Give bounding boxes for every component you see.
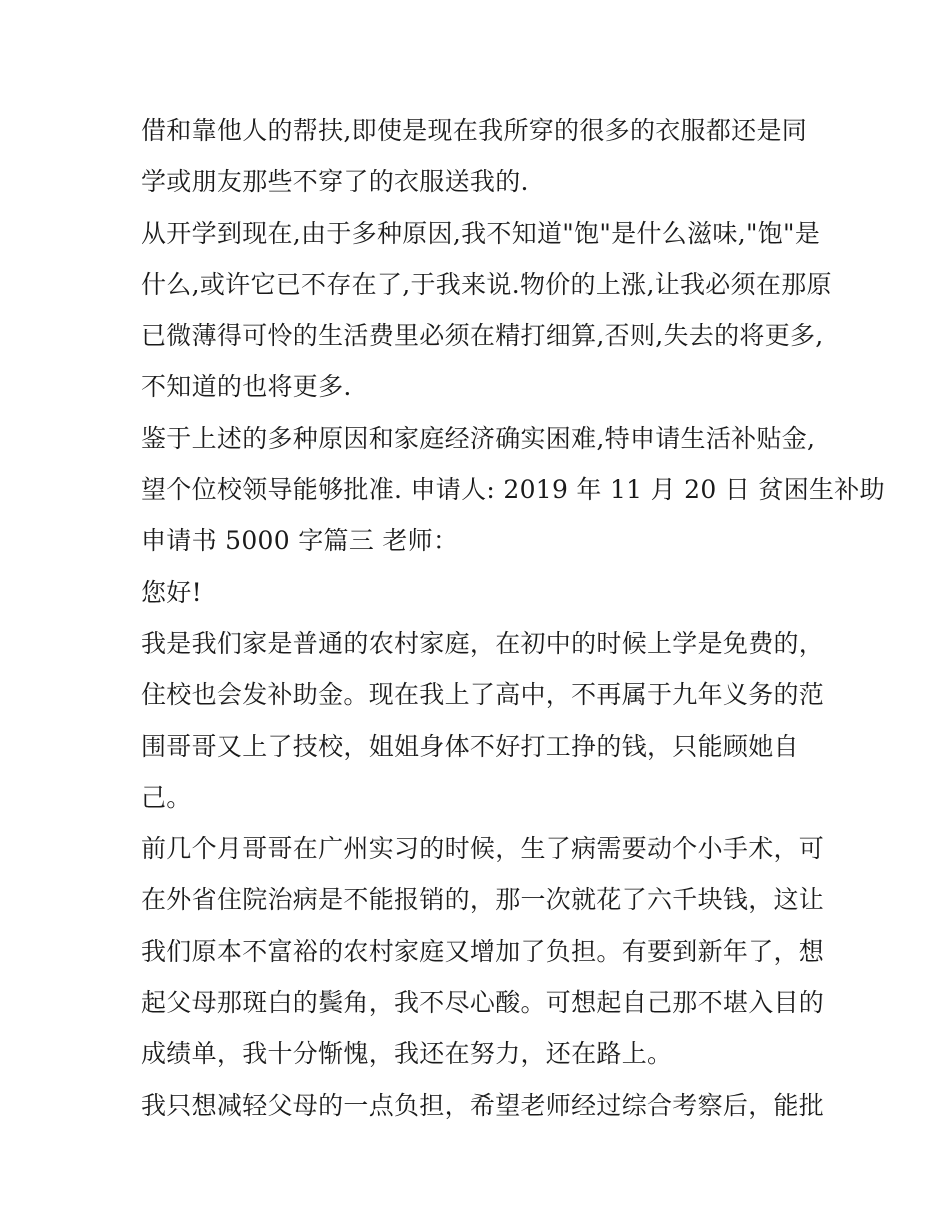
text-line: 己。	[141, 782, 192, 812]
text-line: 起父母那斑白的鬓角，我不尽心酸。可想起自己那不堪入目的	[141, 988, 825, 1018]
text-line: 鉴于上述的多种原因和家庭经济确实困难,特申请生活补贴金,	[141, 423, 816, 453]
text-line: 借和靠他人的帮扶,即使是现在我所穿的很多的衣服都还是同	[141, 116, 808, 145]
text-line: 我只想减轻父母的一点负担，希望老师经过综合考察后，能批	[141, 1090, 825, 1120]
text-line: 从开学到现在,由于多种原因,我不知道"饱"是什么滋味,"饱"是	[141, 218, 821, 248]
text-line: 不知道的也将更多.	[141, 372, 352, 402]
document-body	[141, 105, 885, 1131]
text-line: 我是我们家是普通的农村家庭，在初中的时候上学是免费的，	[141, 628, 825, 658]
text-line: 成绩单，我十分惭愧，我还在努力，还在路上。	[141, 1039, 673, 1069]
text-line: 申请书 5000 字篇三 老师：	[141, 526, 459, 556]
text-line: 住校也会发补助金。现在我上了高中，不再属于九年义务的范	[141, 680, 825, 710]
text-line: 我们原本不富裕的农村家庭又增加了负担。有要到新年了，想	[141, 936, 825, 966]
text-line: 望个位校领导能够批准. 申请人: 2019 年 11 月 20 日 贫困生补助	[141, 475, 885, 505]
text-line: 在外省住院治病是不能报销的，那一次就花了六千块钱，这让	[141, 885, 825, 915]
text-line: 您好!	[141, 577, 202, 607]
text-line: 已微薄得可怜的生活费里必须在精打细算,否则,失去的将更多,	[141, 321, 824, 351]
text-line: 什么,或许它已不存在了,于我来说.物价的上涨,让我必须在那原	[141, 269, 832, 299]
text-line: 前几个月哥哥在广州实习的时候，生了病需要动个小手术，可	[141, 834, 825, 864]
text-line: 学或朋友那些不穿了的衣服送我的.	[141, 167, 529, 197]
text-line: 围哥哥又上了技校，姐姐身体不好打工挣的钱，只能顾她自	[141, 731, 799, 761]
